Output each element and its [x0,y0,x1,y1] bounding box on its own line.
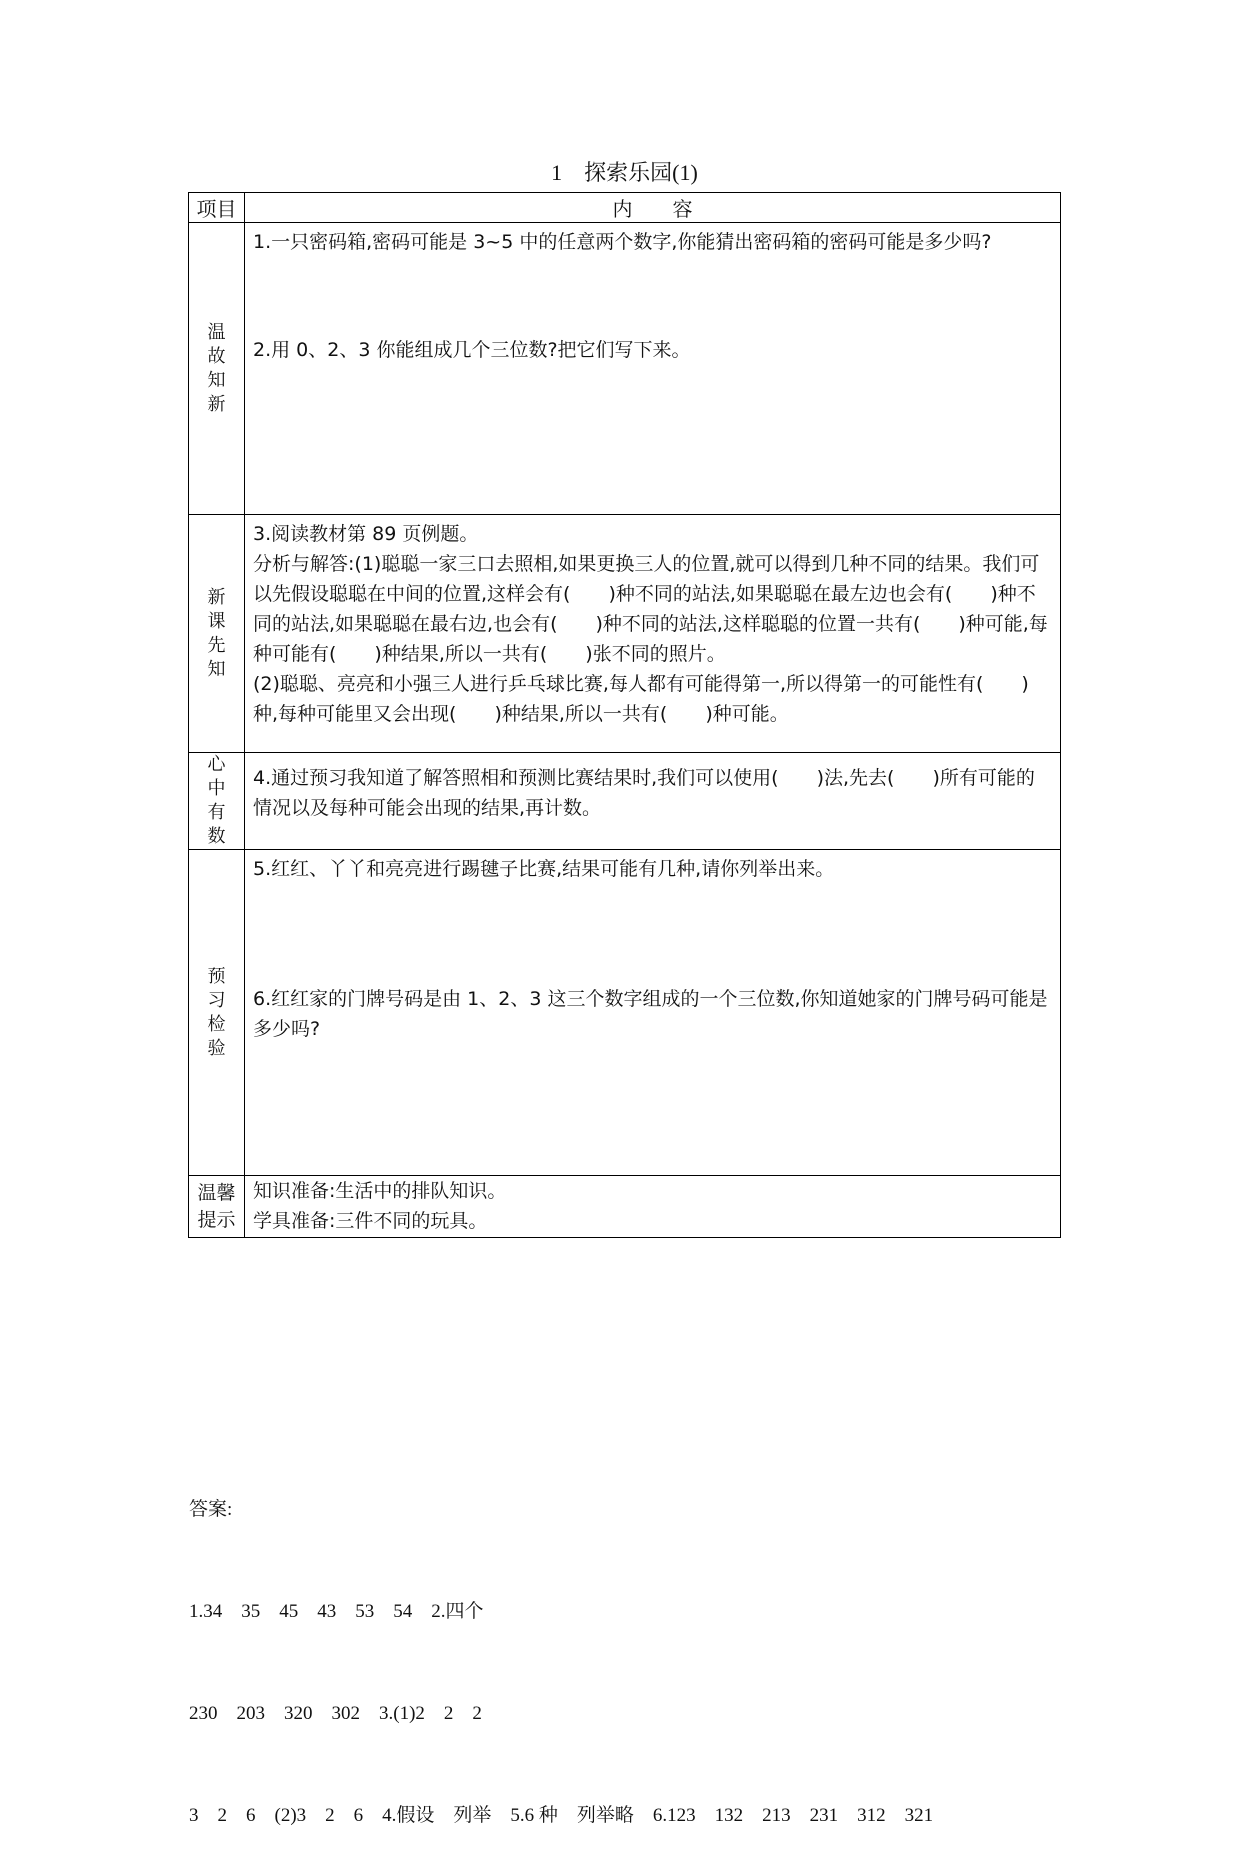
section-label-new-lesson: 新课先知 [189,515,245,753]
section-label-tips: 温馨提示 [189,1176,245,1238]
tip-supplies: 学具准备:三件不同的玩具。 [253,1210,488,1232]
section-content-review [245,223,1061,515]
page-title: 1 探索乐园(1) [551,160,698,185]
answer-line-3: 3 2 6 (2)3 2 6 4.假设 列举 5.6 种 列举略 6.123 132 213 231 312 321 [189,1805,934,1826]
answer-heading: 答案: [189,1499,233,1520]
question-3-part-1: 分析与解答:(1)聪聪一家三口去照相,如果更换三人的位置,就可以得到几种不同的结果。我们可以先假设聪聪在中间的位置,这样会有( )种不同的站法,如果聪聪在最左边也会有( )种不同的站法,如果聪聪在最右边,也会有( )种不同的站法,这样聪聪的位置一共有( )种可能,每种可能有( )种结果,所以一共有( )张不同的照片。 [253,553,1048,665]
question-5: 5.红红、丫丫和亮亮进行踢毽子比赛,结果可能有几种,请你列举出来。 [253,858,835,880]
header-content: 内 容 [245,193,1061,223]
section-preview-check [189,850,1061,1176]
section-label-review: 温故知新 [189,223,245,515]
worksheet-table [188,192,1061,1238]
section-new-lesson [189,515,1061,753]
section-label-reflection: 心中有数 [189,753,245,850]
answer-line-2: 230 203 320 302 3.(1)2 2 2 [189,1703,482,1724]
question-6: 6.红红家的门牌号码是由 1、2、3 这三个数字组成的一个三位数,你知道她家的门牌号码可能是多少吗? [253,988,1048,1040]
section-content-preview-check [245,850,1061,1176]
question-4: 4.通过预习我知道了解答照相和预测比赛结果时,我们可以使用( )法,先去( )所有可能的情况以及每种可能会出现的结果,再计数。 [253,767,1035,819]
answer-key [189,1425,933,1867]
section-content-tips [245,1176,1061,1238]
question-3: 3.阅读教材第 89 页例题。 [253,523,479,545]
section-content-new-lesson [245,515,1061,753]
section-tips [189,1176,1061,1238]
table-header-row [189,193,1061,223]
section-review [189,223,1061,515]
section-content-reflection [245,753,1061,850]
question-2: 2.用 0、2、3 你能组成几个三位数?把它们写下来。 [253,339,691,361]
tip-knowledge: 知识准备:生活中的排队知识。 [253,1180,507,1202]
section-reflection [189,753,1061,850]
question-3-part-2: (2)聪聪、亮亮和小强三人进行乒乓球比赛,每人都有可能得第一,所以得第一的可能性有( )种,每种可能里又会出现( )种结果,所以一共有( )种可能。 [253,673,1029,725]
answer-line-1: 1.34 35 45 43 53 54 2.四个 [189,1601,484,1622]
header-item: 项目 [189,193,245,223]
question-1: 1.一只密码箱,密码可能是 3~5 中的任意两个数字,你能猜出密码箱的密码可能是多少吗? [253,231,992,253]
section-label-preview-check: 预习检验 [189,850,245,1176]
